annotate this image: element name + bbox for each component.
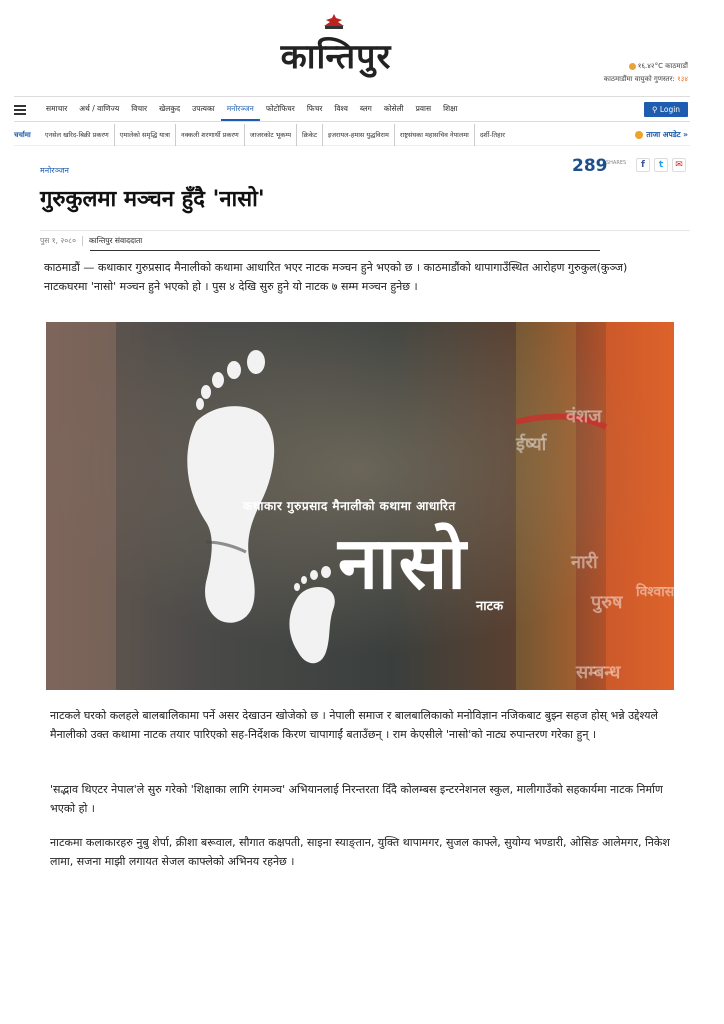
- trending-item[interactable]: इजरायल-हमास युद्धविराम: [322, 124, 394, 146]
- article-paragraph-3: 'सद्भाव थिएटर नेपाल'ले सुरु गरेको 'शिक्षाका लागि रंगमञ्च' अभियानलाई निरन्तरता दिँदै कोलम्बस इन्टरनेशनल स्कुल, मालीगाउँको सहकार्यमा नाटक निर्माण भएको हो ।: [50, 783, 663, 815]
- nav-item[interactable]: ब्लग: [359, 104, 372, 113]
- trending-label: चर्चामा: [14, 131, 31, 139]
- nav-item[interactable]: खेलकुद: [159, 104, 181, 113]
- poster-word-5: सम्बन्ध: [576, 662, 621, 683]
- header-divider: [40, 230, 690, 231]
- article-paragraph-2: नाटकले घरको कलहले बालबालिकामा पर्ने असर देखाउन खोजेको छ । नेपाली समाज र बालबालिकाको मनोविज्ञान नजिकबाट बुझ्न सहज होस् भन्ने उद्देश्यले मैनालीको उक्त कथामा नाटक तयार पारिएको सह-निर्देशक किरण चापागाईं बताउँछन् । राम केएसीले 'नासो'को नाट्य रुपान्तरण गरेका हुन् ।: [50, 709, 658, 741]
- article-date: पुस १, २०८०: [40, 236, 76, 245]
- nav-item[interactable]: कोसेली: [383, 104, 404, 113]
- meta-rule: [90, 250, 600, 251]
- kantipur-logo[interactable]: [236, 14, 436, 80]
- trending-item[interactable]: दर्शी-तिहार: [474, 124, 510, 146]
- nav-item[interactable]: विश्व: [334, 104, 348, 113]
- latest-update-label: ताजा अपडेट »: [646, 130, 688, 139]
- poster-caption: कथाकार गुरुप्रसाद मैनालीको कथामा आधारित: [243, 499, 456, 513]
- air-quality-label: काठमाडौंमा वायुको गुणस्तर:: [603, 75, 675, 83]
- poster-word-3: नारी: [571, 552, 598, 573]
- nav-item[interactable]: शिक्षा: [443, 104, 458, 113]
- poster-word-6: विश्वास: [636, 584, 674, 600]
- article-category[interactable]: मनोरञ्जन: [40, 166, 69, 175]
- nav-item[interactable]: अर्थ / वाणिज्य: [79, 104, 120, 113]
- article-paragraph-4: नाटकमा कलाकारहरु नुबु शेर्पा, क्रीशा बरूवाल, सौगात कक्षपती, साइना स्याङ्तान, युक्ति थापामगर, सुजल काफ्ले, सुयोग्य भण्डारी, ओसिङ आलेमगर, निकेश लामा, सजना माझी लगायत सेजल काफ्लेको अभिनय रहनेछ ।: [50, 836, 670, 868]
- nav-items: [40, 97, 463, 121]
- article-author[interactable]: कान्तिपुर संवाददाता: [88, 236, 143, 245]
- trending-item[interactable]: एनसेल खरिद-बिक्री प्रकरण: [45, 131, 109, 139]
- poster-subtitle: नाटक: [476, 599, 504, 614]
- trending-bar: [14, 124, 690, 146]
- logo-text: कान्तिपुर: [280, 37, 392, 77]
- article-poster-image: [46, 322, 674, 690]
- trending-items: [40, 124, 510, 146]
- article-meta: [40, 236, 142, 246]
- trending-item[interactable]: राष्ट्रसंघका महासचिव नेपालमा: [394, 124, 474, 146]
- sun-icon: [629, 63, 636, 70]
- nav-item[interactable]: फिचर: [306, 104, 323, 113]
- trending-item[interactable]: नक्कली शरणार्थी प्रकरण: [175, 124, 244, 146]
- aqi-value: १३४: [677, 75, 688, 83]
- email-share-icon[interactable]: ✉: [672, 158, 686, 172]
- latest-update-icon: [635, 131, 643, 139]
- weather-widget: [604, 60, 688, 86]
- trending-item[interactable]: जाजरकोट भूकम्प: [244, 124, 296, 146]
- nav-item[interactable]: विचार: [131, 104, 148, 113]
- trending-item[interactable]: एमालेको समृद्धि यात्रा: [114, 124, 175, 146]
- poster-word-2: ईर्ष्या: [516, 434, 547, 455]
- share-label: SHARES: [606, 160, 627, 166]
- main-nav: [14, 96, 690, 122]
- poster-word-1: वंशज: [566, 406, 602, 427]
- latest-update-link[interactable]: [635, 124, 688, 146]
- masthead: [0, 0, 724, 96]
- weather-temp: १६.४२°C काठमाडौं: [637, 62, 688, 70]
- nav-item[interactable]: प्रवास: [415, 104, 432, 113]
- facebook-share-icon[interactable]: f: [636, 158, 650, 172]
- trending-item[interactable]: क्रिकेट: [296, 124, 322, 146]
- share-count: 289: [572, 156, 608, 176]
- crown-icon: [322, 14, 346, 30]
- nav-item[interactable]: फोटोफिचर: [265, 104, 295, 113]
- hamburger-menu-icon[interactable]: [14, 105, 26, 115]
- twitter-share-icon[interactable]: t: [654, 158, 668, 172]
- article-paragraph-1: काठमाडौं — कथाकार गुरुप्रसाद मैनालीको कथामा आधारित भएर नाटक मञ्चन हुने भएको छ । काठमाडौंको थापागाउँस्थित आरोहण गुरुकुल(कुञ्ज) नाटकघरमा 'नासो' मञ्चन हुने भएको हो । पुस ४ देखि सुरु हुने यो नाटक ७ सम्म मञ्चन हुनेछ ।: [44, 261, 628, 293]
- login-button[interactable]: [644, 102, 688, 117]
- article-title: गुरुकुलमा मञ्चन हुँदै 'नासो': [40, 187, 265, 212]
- login-label: Login: [659, 105, 681, 114]
- meta-separator: [82, 236, 83, 246]
- nav-item[interactable]: समाचार: [46, 104, 68, 113]
- nav-item[interactable]: उपत्यका: [192, 104, 215, 113]
- poster-word-4: पुरुष: [591, 592, 623, 613]
- user-icon: ⚲: [651, 105, 658, 114]
- nav-item[interactable]: मनोरञ्जन: [221, 97, 260, 121]
- poster-title: नासो: [338, 520, 468, 605]
